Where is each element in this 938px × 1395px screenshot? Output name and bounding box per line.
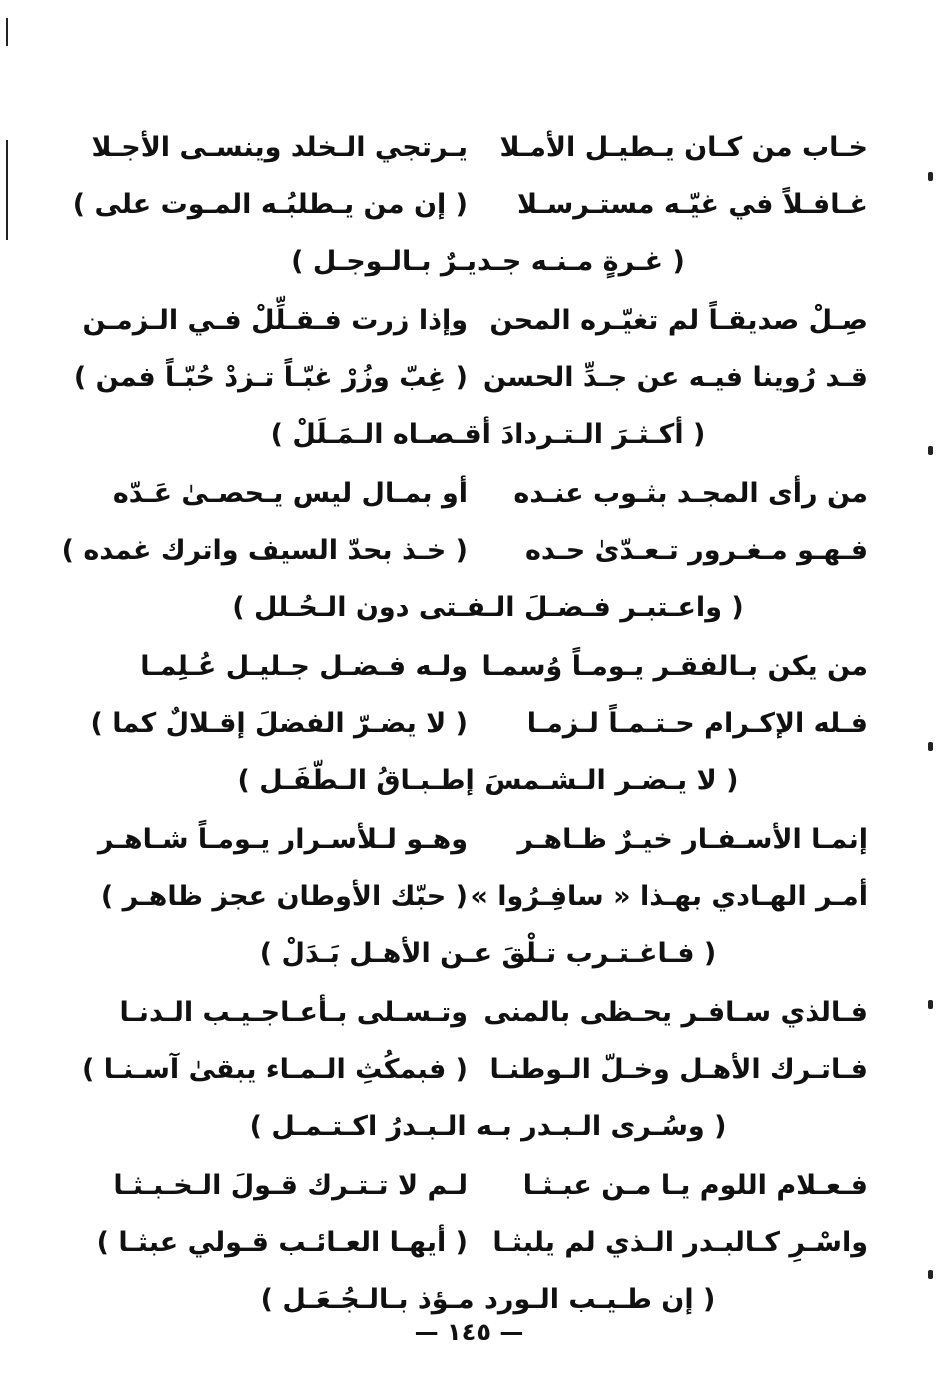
verse-line <box>100 869 868 925</box>
verse-line <box>91 120 868 176</box>
verse-line <box>72 177 868 233</box>
second-hemistich: أو بمـال ليس يـحصـىٰ عَـدّه <box>112 478 468 509</box>
verse-line <box>82 293 868 349</box>
second-hemistich: ( غِبّ وزُرْ غبّـاً تـزدْ حُبّـاً فمن ) <box>73 362 468 393</box>
first-hemistich: فـاتـرك الأهـل وخـلّ الـوطنـا <box>489 1054 868 1085</box>
first-hemistich: من يكن بـالفقـر يـومـاً وُسمـا <box>481 651 868 682</box>
stanza-closing-line: ( أكـثـرَ الـتـردادَ أقـصـاه الـمَـلَلْ ) <box>270 419 706 450</box>
second-hemistich: وإذا زرت فـقـلِّلْ فـي الـزمـن <box>82 305 468 336</box>
stanza-closing-line: ( لا يـضـر الـشـمسَ إطـبـاقُ الـطّفَـل ) <box>237 765 739 796</box>
stanza-3 <box>61 466 868 639</box>
first-hemistich: فـهـو مـغـرور تـعـدّىٰ حـده <box>524 535 868 566</box>
first-hemistich: غـافـلاً في غيّـه مستـرسـلا <box>517 189 868 220</box>
stanza-closing-line: ( واعـتبـر فـضـلَ الـفـتى دون الـحُـلل ) <box>232 592 744 623</box>
stanza-closing-line: ( فـاغـتـرب تـلْقَ عـن الأهـل بَـدَلْ ) <box>259 938 717 969</box>
stanza-5 <box>97 812 868 985</box>
second-hemistich: لـم لا تـتـرك قـولَ الـخـبـثـا <box>113 1170 468 1201</box>
second-hemistich: ( فبمكُثِ الـمـاء يبقىٰ آسـنـا ) <box>82 1054 468 1085</box>
verse-line <box>108 1158 868 1214</box>
second-hemistich: ( لا يضـرّ الفضلَ إقـلالٌ كما ) <box>90 708 468 739</box>
verse-line <box>61 523 868 579</box>
scan-edge-line-top <box>6 18 8 46</box>
stanza-6 <box>82 985 868 1158</box>
second-hemistich: وهـو لـلأسـرار يـومـاً شـاهـر <box>97 824 468 855</box>
first-hemistich: من رأى المجـد بثـوب عنـده <box>513 478 868 509</box>
first-hemistich: فـالذي سـافـر يحـظى بالمنى <box>483 997 868 1028</box>
first-hemistich: أمـر الهـادي بهـذا « سافِـرُوا » <box>470 881 868 912</box>
margin-mark <box>928 1000 933 1009</box>
second-hemistich: ولـه فـضـل جـليـل عُـلِمـا <box>140 651 468 682</box>
first-hemistich: قـد رُوينا فيـه عن جـدِّ الحسن <box>482 362 868 393</box>
verse-line <box>82 1042 868 1098</box>
verse-line <box>96 1215 868 1271</box>
stanza-4 <box>90 639 868 812</box>
verse-line <box>108 985 868 1041</box>
stanza-closing-line: ( وسُـرى الـبـدر بـه الـبـدرُ اكـتـمـل ) <box>249 1111 727 1142</box>
verse-line <box>108 466 868 522</box>
verse-line <box>108 639 868 695</box>
second-hemistich: وتـسـلى بـأعـاجـيـب الـدنـا <box>119 997 468 1028</box>
first-hemistich: خـاب من كـان يـطيـل الأمـلا <box>499 132 868 163</box>
first-hemistich: صِـلْ صديقـاً لم تغيّـره المحن <box>489 305 868 336</box>
stanza-closing-line: ( غـرةٍ مـنـه جـديـرٌ بـالـوجـل ) <box>291 246 685 277</box>
poem <box>61 120 868 1331</box>
verse-line <box>73 350 868 406</box>
stanza-2 <box>73 293 868 466</box>
first-hemistich: فـله الإكـرام حـتـمـاً لـزمـا <box>526 708 868 739</box>
stanza-closing-line: ( إن طـيـب الـورد مـؤذ بـالـجُـعَـل ) <box>260 1284 716 1315</box>
stanza-7 <box>96 1158 868 1331</box>
second-hemistich: ( حبّك الأوطان عجز ظاهـر ) <box>100 881 468 912</box>
stanza-1 <box>72 120 868 293</box>
margin-mark <box>928 172 933 181</box>
second-hemistich: ( إن من يـطلبُـه المـوت على ) <box>72 189 468 220</box>
margin-mark <box>928 446 933 455</box>
second-hemistich: ( خـذ بحدّ السيف واترك غمده ) <box>61 535 468 566</box>
verse-line <box>90 696 868 752</box>
first-hemistich: واسْـرِ كـالبـدر الـذي لم يلبثـا <box>492 1227 868 1258</box>
scan-edge-line-middle <box>6 140 8 240</box>
margin-mark <box>928 742 933 751</box>
second-hemistich: ( أيهـا العـائـب قـولي عبثـا ) <box>96 1227 468 1258</box>
second-hemistich: يـرتجي الـخلد وينسـى الأجـلا <box>91 132 468 163</box>
page-number: — ١٤٥ — <box>414 1318 524 1346</box>
first-hemistich: إنمـا الأسـفـار خيـرٌ ظـاهـر <box>517 824 868 855</box>
first-hemistich: فـعـلام اللوم يـا مـن عبـثـا <box>522 1170 868 1201</box>
margin-mark <box>928 1270 933 1279</box>
verse-line <box>97 812 868 868</box>
